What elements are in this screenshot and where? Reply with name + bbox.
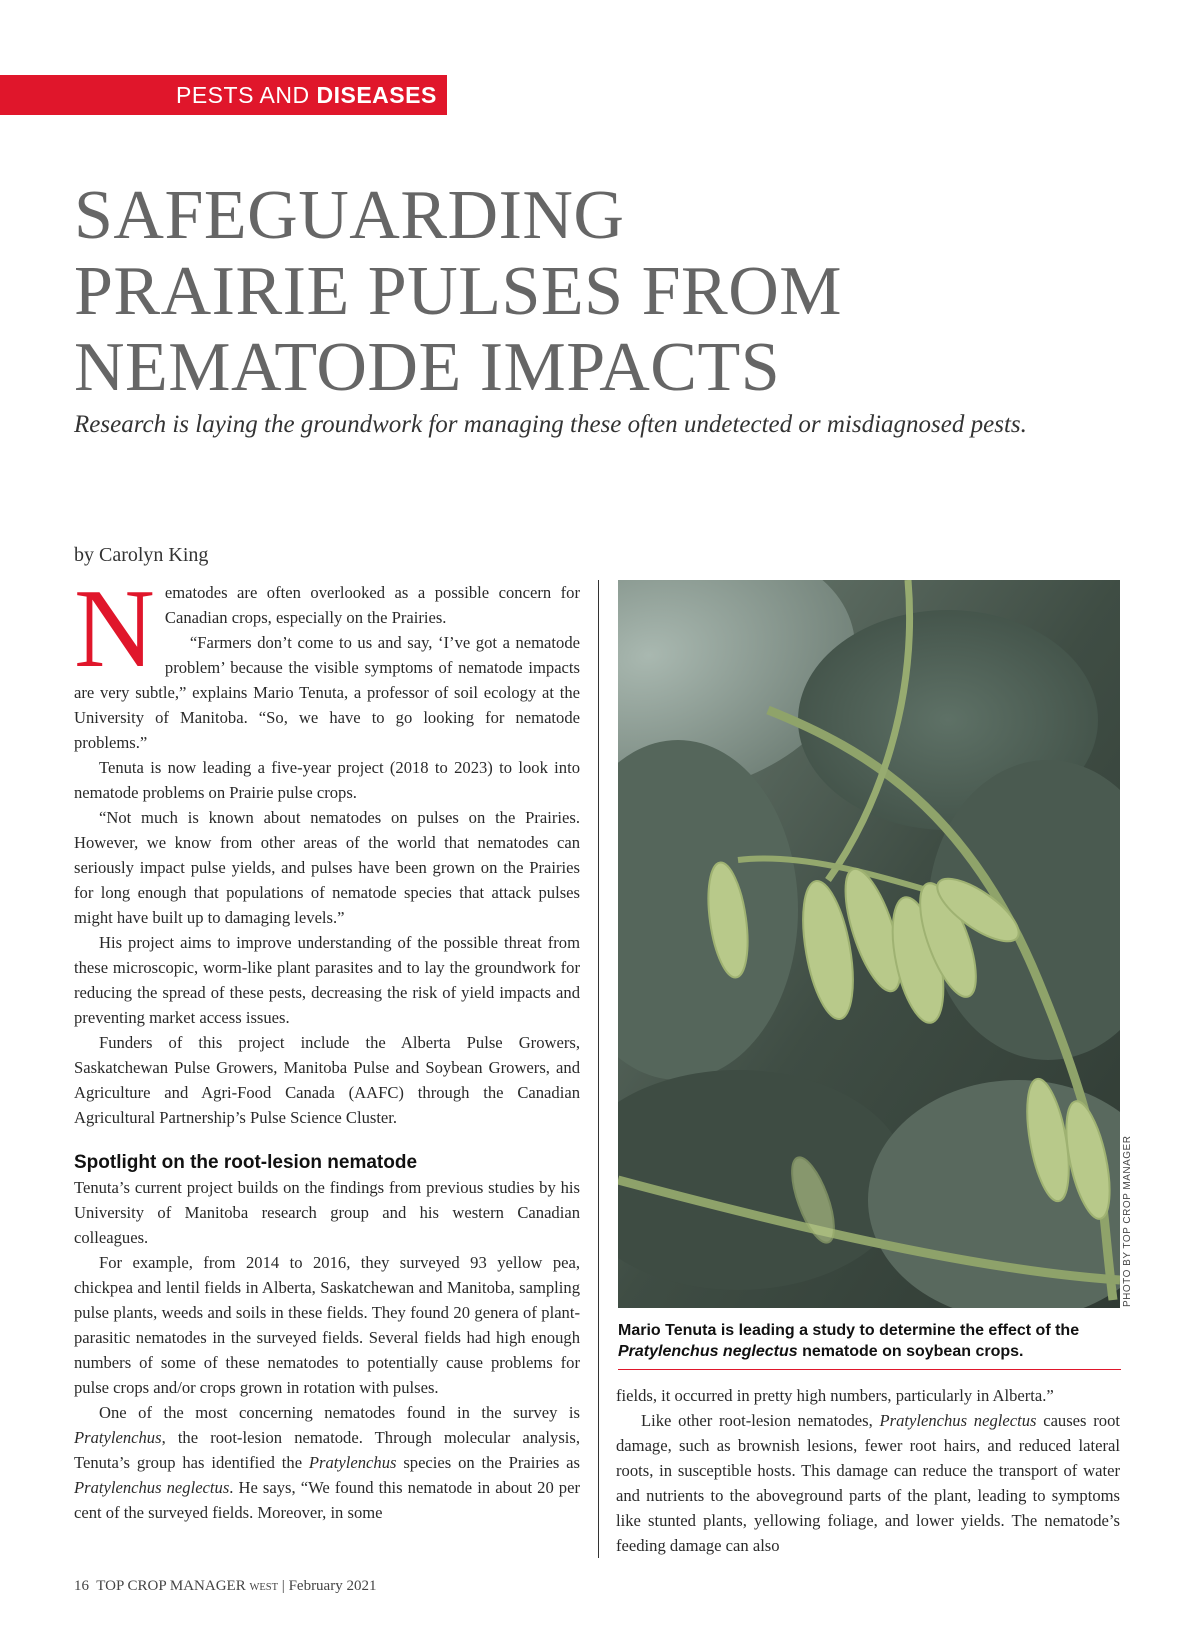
body-paragraph: Tenuta is now leading a five-year project (2018 to 2023) to look into nematode problems on Prairie pulse crops. [74,758,580,802]
body-paragraph [616,1408,1120,1558]
text-run: causes root damage, such as brownish lesions, fewer root hairs, and reduced lateral roots, in susceptible hosts. This damage can reduce the transport of water and nutrients to the aboveground parts of the plant, leading to symptoms like stunted plants, yellowing foliage, and lower yields. The nematode’s feeding damage can also [616,1411,1120,1555]
title-line: NEMATODE IMPACTS [74,329,781,406]
page-footer [74,1578,376,1595]
magazine-name: TOP CROP MANAGER [96,1578,246,1594]
text-run: species on the Prairies as [396,1453,580,1472]
article-title [74,178,1134,406]
text-run: Like other root-lesion nematodes, [641,1411,880,1430]
body-paragraph: Funders of this project include the Alberta Pulse Growers, Saskatchewan Pulse Growers, Manitoba Pulse and Soybean Growers, and Agriculture and Agri-Food Canada (AAFC) through the Canadian Agricultural Partnership’s Pulse Science Cluster. [74,1033,580,1127]
text-run: One of the most concerning nematodes found in the survey is [99,1403,580,1422]
issue-date: February 2021 [288,1578,377,1594]
subheading: Spotlight on the root-lesion nematode [74,1152,418,1173]
photo-caption [618,1320,1123,1362]
body-paragraph: His project aims to improve understanding of the possible threat from these microscopic, worm-like plant parasites and to lay the groundwork for reducing the spread of these pests, decreasing the risk of yield impacts and preventing market access issues. [74,933,580,1027]
body-paragraph: Tenuta’s current project builds on the findings from previous studies by his University of Manitoba research group and his western Canadian colleagues. [74,1178,580,1247]
section-banner [0,75,447,115]
title-line: PRAIRIE PULSES FROM [74,253,843,330]
text-run: . He says, “We found this nematode in about 20 per cent of the surveyed fields. Moreover, in some [74,1478,580,1522]
soybean-photo [618,580,1120,1308]
species-name: Pratylenchus neglectus [74,1478,230,1497]
footer-separator: | [281,1578,285,1594]
body-paragraph: “Farmers don’t come to us and say, ‘I’ve got a nematode problem’ because the visible symptoms of nematode impacts are very subtle,” explains Mario Tenuta, a professor of soil ecology at the University of Manitoba. “So, we have to go looking for nematode problems.” [74,633,580,752]
article-body-left [74,567,580,1525]
page-number: 16 [74,1578,89,1594]
caption-rule [618,1369,1121,1370]
species-name: Pratylenchus [308,1453,397,1472]
edition: WEST [249,1582,279,1593]
caption-species: Pratylenchus neglectus [618,1343,798,1360]
text-run: , the root-lesion nematode. Through molecular analysis, Tenuta’s group has identified the [74,1428,580,1472]
body-paragraph: “Not much is known about nematodes on pulses on the Prairies. However, we know from other areas of the world that nematodes can seriously impact pulse yields, and pulses have been grown on the Prairies for long enough that populations of nematode species that attack pulses might have built up to damaging levels.” [74,808,580,927]
article-deck: Research is laying the groundwork for managing these often undetected or misdiagnosed pests. [74,411,1027,438]
column-divider [598,580,599,1558]
caption-text: Mario Tenuta is leading a study to determine the effect of the [618,1322,1080,1339]
caption-text: nematode on soybean crops. [797,1343,1024,1360]
section-label-bold: DISEASES [316,82,437,108]
intro-paragraph [74,567,580,691]
byline: by Carolyn King [74,544,209,566]
intro-text: ematodes are often overlooked as a possible concern for Canadian crops, especially on the Prairies. [164,583,580,627]
article-body-right [616,1383,1120,1558]
species-name: Pratylenchus [74,1428,162,1447]
title-line: SAFEGUARDING [74,177,625,254]
drop-cap: N [74,567,155,691]
body-paragraph [74,1400,580,1525]
section-label: PESTS AND [176,82,317,108]
body-paragraph: fields, it occurred in pretty high numbers, particularly in Alberta.” [616,1386,1054,1405]
body-paragraph: For example, from 2014 to 2016, they surveyed 93 yellow pea, chickpea and lentil fields in Alberta, Saskatchewan and Manitoba, sampling pulse plants, weeds and soils in these fields. They found 20 genera of plant-parasitic nematodes in the surveyed fields. Several fields had high enough numbers of some of these nematodes to potentially cause problems for pulse crops and/or crops grown in rotation with pulses. [74,1253,580,1397]
photo-credit: PHOTO BY TOP CROP MANAGER [1122,1135,1133,1307]
species-name: Pratylenchus neglectus [879,1411,1037,1430]
